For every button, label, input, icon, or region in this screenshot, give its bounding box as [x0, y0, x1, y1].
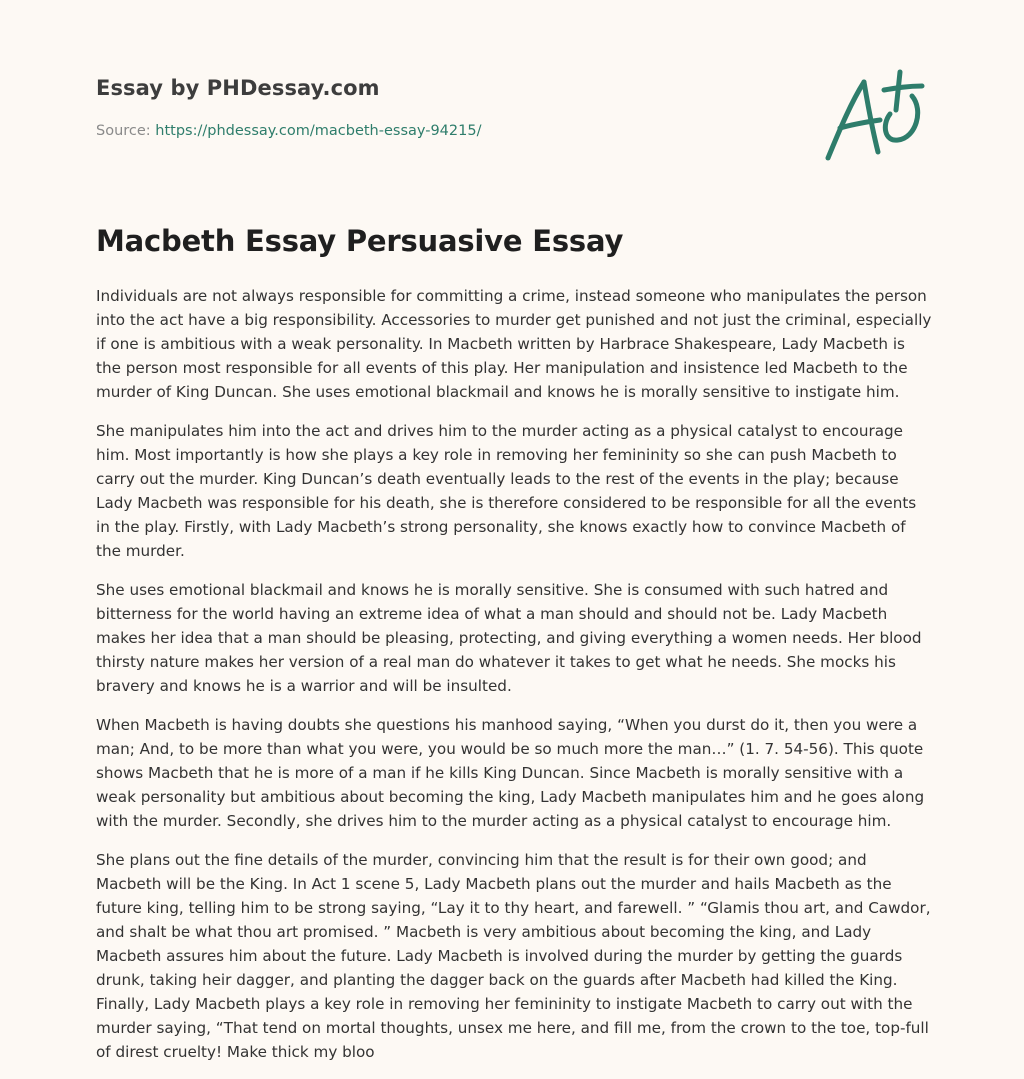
- essay-body: [96, 284, 932, 1079]
- source-link[interactable]: https://phdessay.com/macbeth-essay-94215/: [155, 123, 482, 139]
- essay-title: Macbeth Essay Persuasive Essay: [96, 224, 624, 258]
- essay-paragraph: She manipulates him into the act and drives him to the murder acting as a physical catalyst to encourage him. Most importantly is how she plays a key role in removing her femininity so she can push Macbeth to carry out the murder. King Duncan’s death eventually leads to the rest of the events in the play; because Lady Macbeth was responsible for his death, she is therefore considered to be responsible for all the events in the play. Firstly, with Lady Macbeth’s strong personality, she knows exactly how to convince Macbeth of the murder.: [96, 422, 917, 560]
- essay-paragraph: She uses emotional blackmail and knows he is morally sensitive. She is consumed with such hatred and bitterness for the world having an extreme idea of what a man should and should not be. Lady Macbeth makes her idea that a man should be pleasing, protecting, and giving everything a women needs. Her blood thirsty nature makes her version of a real man do whatever it takes to get what he needs. She mocks his bravery and knows he is a warrior and will be insulted.: [96, 581, 922, 695]
- source-label: Source:: [96, 123, 151, 139]
- source-line: [96, 123, 481, 139]
- a-plus-logo-icon: [820, 66, 930, 166]
- essay-paragraph: Individuals are not always responsible for committing a crime, instead someone who manipulates the person into the act have a big responsibility. Accessories to murder get punished and not just the criminal, especially if one is ambitious with a weak personality. In Macbeth written by Harbrace Shakespeare, Lady Macbeth is the person most responsible for all events of this play. Her manipulation and insistence led Macbeth to the murder of King Duncan. She uses emotional blackmail and knows he is morally sensitive to instigate him.: [96, 287, 932, 401]
- site-title: Essay by PHDessay.com: [96, 76, 380, 100]
- essay-paragraph: When Macbeth is having doubts she questions his manhood saying, “When you durst do it, then you were a man; And, to be more than what you were, you would be so much more the man…” (1. 7. 54-56). This quote shows Macbeth that he is more of a man if he kills King Duncan. Since Macbeth is morally sensitive with a weak personality but ambitious about becoming the king, Lady Macbeth manipulates him and he goes along with the murder. Secondly, she drives him to the murder acting as a physical catalyst to encourage him.: [96, 716, 925, 830]
- essay-paragraph: She plans out the fine details of the murder, convincing him that the result is for their own good; and Macbeth will be the King. In Act 1 scene 5, Lady Macbeth plans out the murder and hails Macbeth as the future king, telling him to be strong saying, “Lay it to thy heart, and farewell. ” “Glamis thou art, and Cawdor, and shalt be what thou art promised. ” Macbeth is very ambitious about becoming the king, and Lady Macbeth assures him about the future. Lady Macbeth is involved during the murder by getting the guards drunk, taking heir dagger, and planting the dagger back on the guards after Macbeth had killed the King. Finally, Lady Macbeth plays a key role in removing her femininity to instigate Macbeth to carry out with the murder saying, “That tend on mortal thoughts, unsex me here, and fill me, from the crown to the toe, top-full of direst cruelty! Make thick my bloo: [96, 851, 931, 1061]
- essay-page: [96, 0, 932, 1061]
- page-header: [96, 0, 932, 200]
